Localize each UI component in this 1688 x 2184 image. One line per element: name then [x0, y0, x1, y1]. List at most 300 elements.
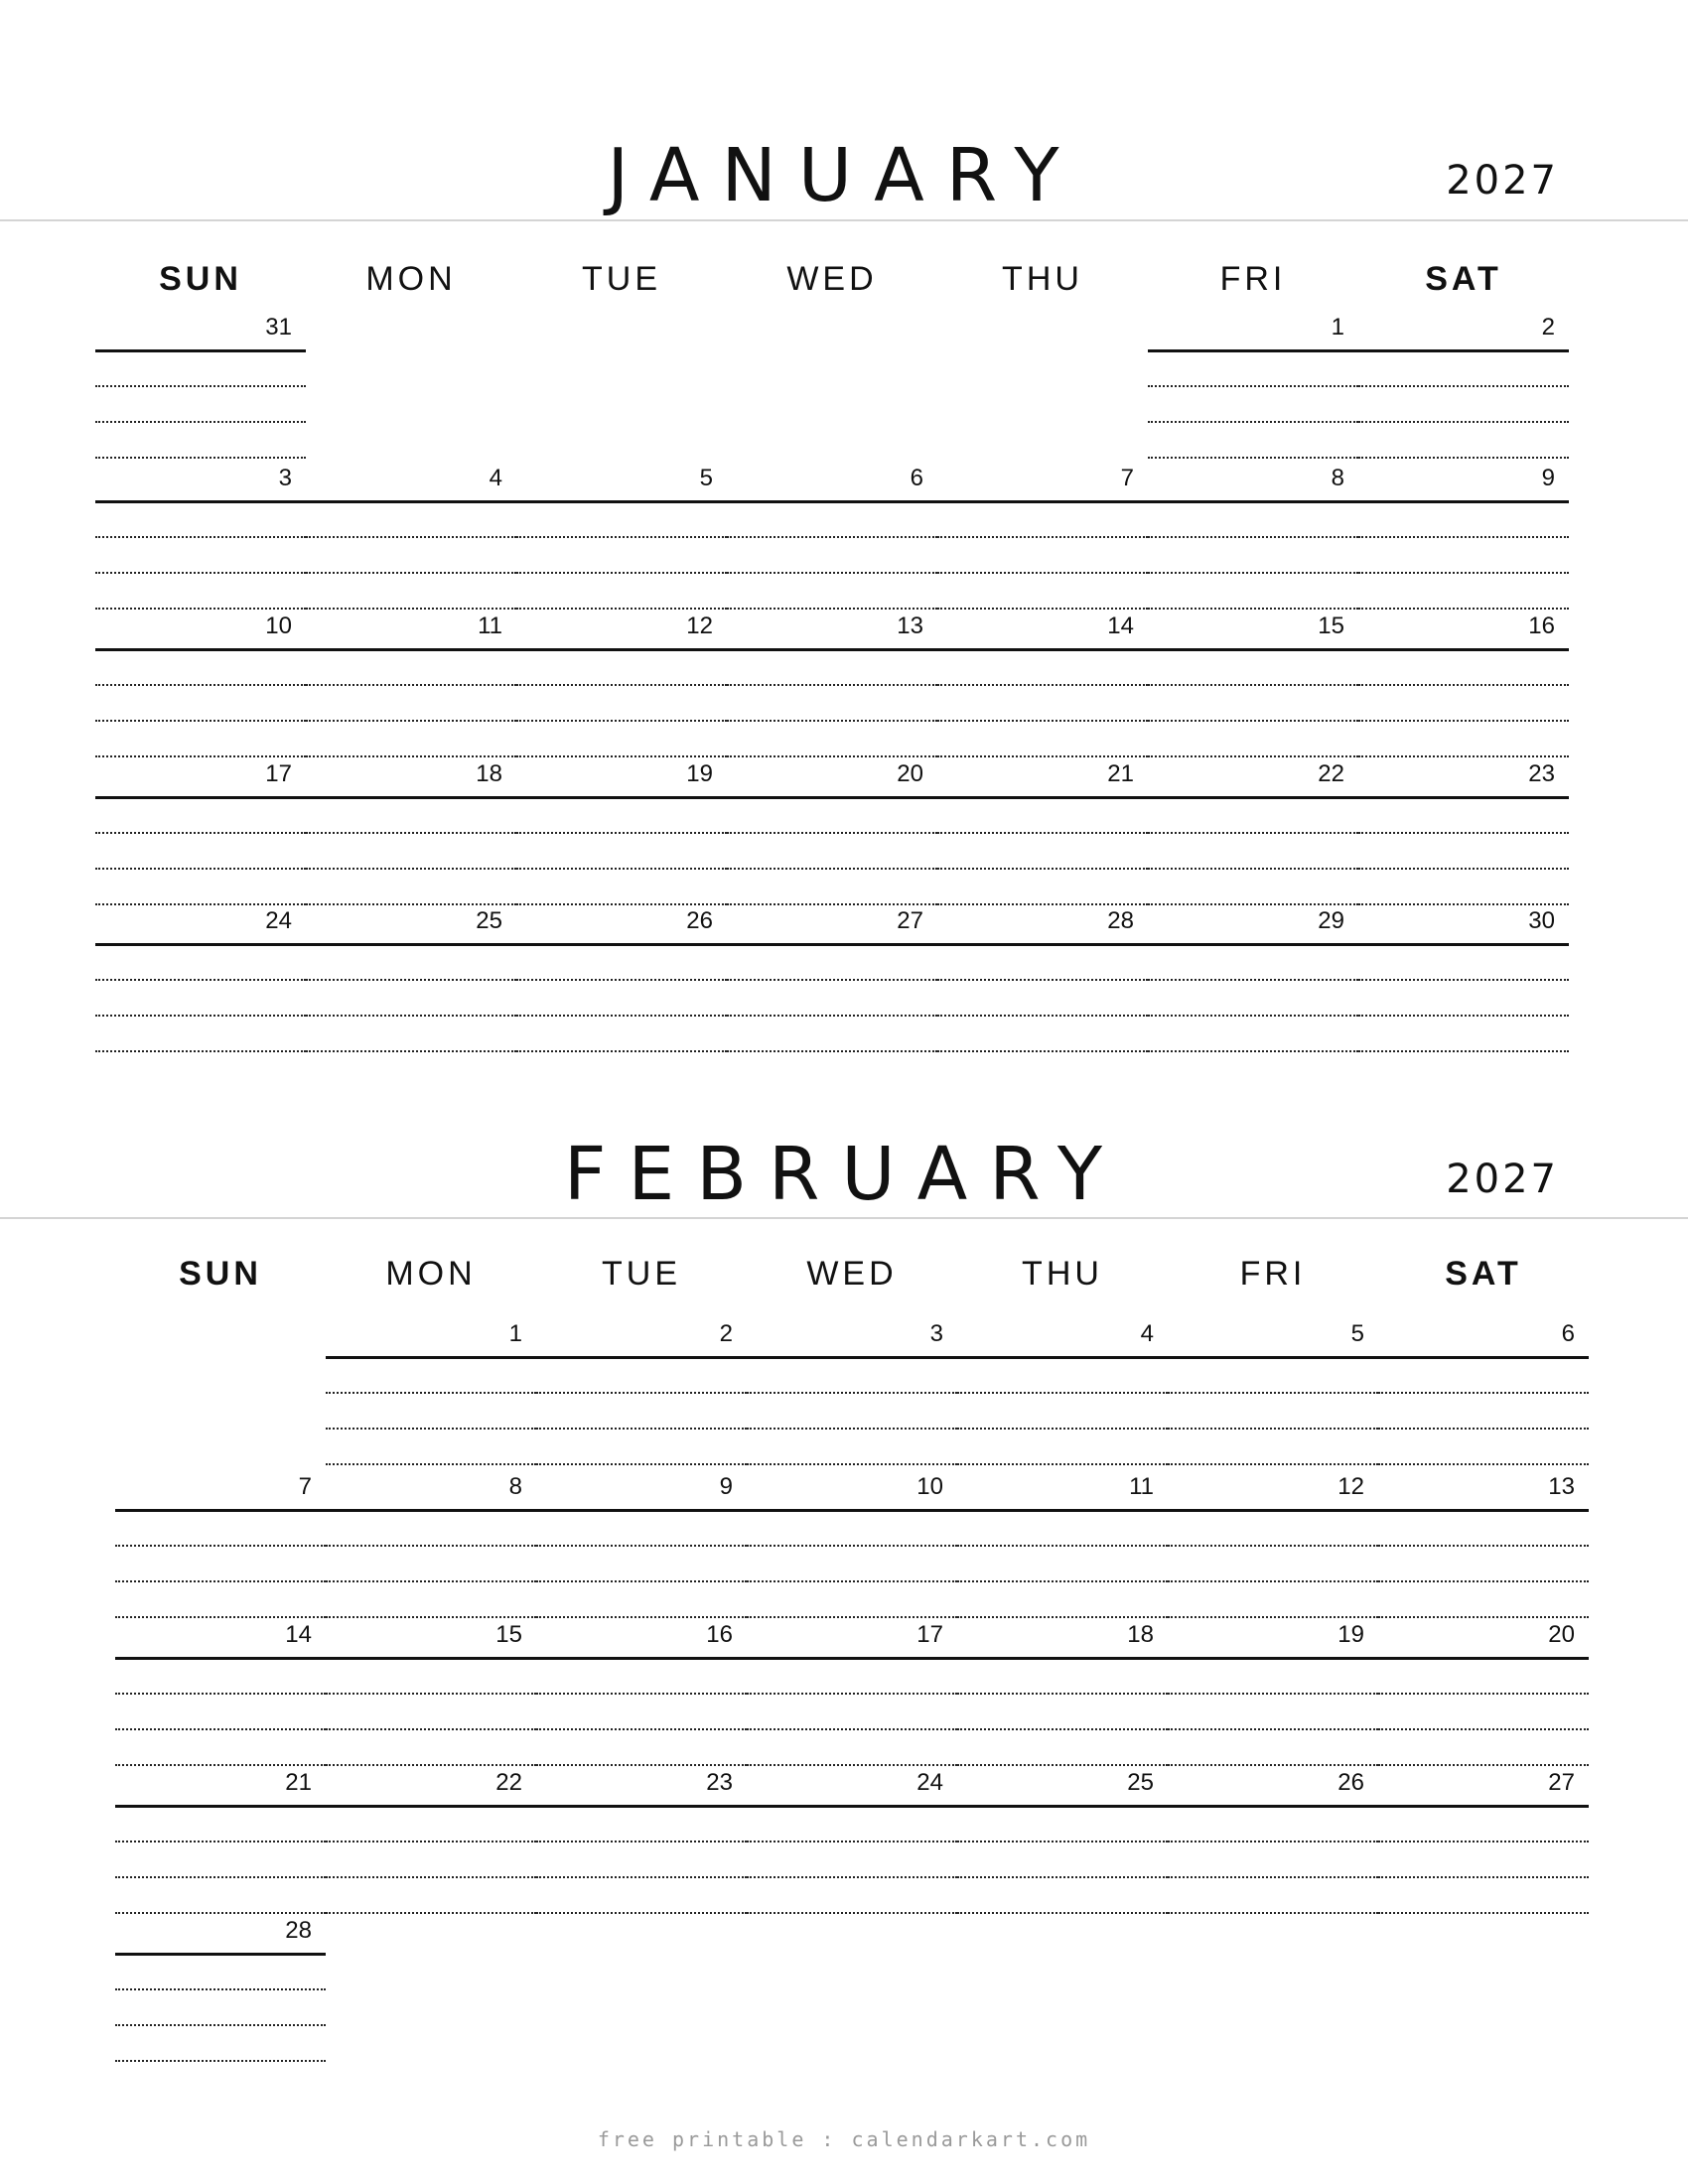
note-line[interactable] — [306, 868, 516, 870]
weekday-tue: TUE — [602, 1255, 681, 1293]
note-line[interactable] — [115, 1764, 326, 1766]
day-cell[interactable] — [1378, 1769, 1589, 1920]
day-cell[interactable] — [326, 1769, 536, 1920]
note-line[interactable] — [536, 1693, 747, 1695]
note-line[interactable] — [1378, 1580, 1589, 1582]
day-divider-line — [1358, 500, 1569, 503]
day-number: 1 — [508, 1320, 522, 1347]
note-line[interactable] — [1148, 385, 1358, 387]
day-divider-line — [1168, 1805, 1378, 1808]
note-line[interactable] — [95, 720, 306, 722]
note-line[interactable] — [95, 421, 306, 423]
note-line[interactable] — [306, 979, 516, 981]
note-line[interactable] — [1378, 1392, 1589, 1394]
day-number: 8 — [1331, 465, 1344, 491]
day-divider-line — [326, 1805, 536, 1808]
note-line[interactable] — [326, 1728, 536, 1730]
note-line[interactable] — [1358, 608, 1569, 610]
note-line[interactable] — [1168, 1545, 1378, 1547]
day-divider-line — [1358, 648, 1569, 651]
note-line[interactable] — [937, 903, 1148, 905]
note-line[interactable] — [326, 1912, 536, 1914]
day-number: 24 — [265, 907, 292, 934]
day-cell[interactable] — [95, 314, 306, 465]
note-line[interactable] — [1148, 979, 1358, 981]
day-cell[interactable] — [1168, 1769, 1378, 1920]
note-line[interactable] — [1358, 1015, 1569, 1017]
day-cell[interactable] — [326, 1320, 536, 1471]
day-number: 26 — [686, 907, 713, 934]
note-line[interactable] — [95, 684, 306, 686]
note-line[interactable] — [1378, 1876, 1589, 1878]
day-cell[interactable] — [1148, 760, 1358, 911]
day-cell[interactable] — [747, 1621, 957, 1772]
note-line[interactable] — [95, 979, 306, 981]
day-cell[interactable] — [536, 1320, 747, 1471]
note-line[interactable] — [937, 1050, 1148, 1052]
note-line[interactable] — [536, 1545, 747, 1547]
day-cell[interactable] — [326, 1473, 536, 1624]
note-line[interactable] — [937, 720, 1148, 722]
note-line[interactable] — [937, 979, 1148, 981]
day-cell[interactable] — [937, 760, 1148, 911]
day-number: 3 — [929, 1320, 943, 1347]
note-line[interactable] — [326, 1463, 536, 1465]
note-line[interactable] — [326, 1392, 536, 1394]
day-cell[interactable] — [1168, 1621, 1378, 1772]
note-line[interactable] — [95, 385, 306, 387]
day-divider-line — [1168, 1509, 1378, 1512]
note-line[interactable] — [957, 1580, 1168, 1582]
day-cell[interactable] — [115, 1473, 326, 1624]
note-line[interactable] — [747, 1545, 957, 1547]
day-cell[interactable] — [516, 613, 727, 763]
note-line[interactable] — [516, 684, 727, 686]
day-cell[interactable] — [95, 907, 306, 1058]
note-line[interactable] — [1378, 1764, 1589, 1766]
note-line[interactable] — [516, 903, 727, 905]
day-cell[interactable] — [1378, 1473, 1589, 1624]
note-line[interactable] — [727, 1015, 937, 1017]
weekday-wed: WED — [806, 1255, 898, 1293]
note-line[interactable] — [1168, 1616, 1378, 1618]
note-line[interactable] — [747, 1876, 957, 1878]
day-cell[interactable] — [115, 1917, 326, 2068]
day-number: 22 — [1318, 760, 1344, 787]
note-line[interactable] — [306, 1050, 516, 1052]
note-line[interactable] — [516, 832, 727, 834]
day-divider-line — [957, 1356, 1168, 1359]
note-line[interactable] — [1148, 536, 1358, 538]
note-line[interactable] — [536, 1463, 747, 1465]
note-line[interactable] — [1358, 832, 1569, 834]
note-line[interactable] — [536, 1428, 747, 1430]
day-divider-line — [957, 1657, 1168, 1660]
note-line[interactable] — [1358, 720, 1569, 722]
note-line[interactable] — [1378, 1693, 1589, 1695]
note-line[interactable] — [516, 572, 727, 574]
note-line[interactable] — [536, 1764, 747, 1766]
day-cell[interactable] — [536, 1769, 747, 1920]
day-number: 26 — [1337, 1769, 1364, 1796]
note-line[interactable] — [115, 1912, 326, 1914]
day-divider-line — [536, 1805, 747, 1808]
note-line[interactable] — [1148, 457, 1358, 459]
day-cell[interactable] — [95, 760, 306, 911]
day-cell[interactable] — [1358, 314, 1569, 465]
day-divider-line — [326, 1356, 536, 1359]
note-line[interactable] — [1148, 832, 1358, 834]
day-cell[interactable] — [95, 465, 306, 615]
day-divider-line — [516, 500, 727, 503]
note-line[interactable] — [536, 1392, 747, 1394]
note-line[interactable] — [747, 1764, 957, 1766]
note-line[interactable] — [1168, 1463, 1378, 1465]
note-line[interactable] — [95, 868, 306, 870]
note-line[interactable] — [957, 1616, 1168, 1618]
day-number: 6 — [910, 465, 923, 491]
day-number: 20 — [897, 760, 923, 787]
note-line[interactable] — [516, 979, 727, 981]
note-line[interactable] — [516, 536, 727, 538]
day-number: 22 — [495, 1769, 522, 1796]
note-line[interactable] — [1378, 1841, 1589, 1843]
day-cell[interactable] — [1168, 1320, 1378, 1471]
day-cell[interactable] — [516, 907, 727, 1058]
day-cell[interactable] — [937, 613, 1148, 763]
note-line[interactable] — [727, 720, 937, 722]
weekday-wed: WED — [786, 260, 878, 298]
day-number: 14 — [1107, 613, 1134, 639]
note-line[interactable] — [115, 1545, 326, 1547]
day-number: 13 — [1548, 1473, 1575, 1500]
day-cell[interactable] — [1148, 613, 1358, 763]
day-number: 24 — [916, 1769, 943, 1796]
note-line[interactable] — [516, 1050, 727, 1052]
note-line[interactable] — [1148, 1015, 1358, 1017]
note-line[interactable] — [957, 1463, 1168, 1465]
day-cell[interactable] — [1148, 465, 1358, 615]
day-cell[interactable] — [115, 1769, 326, 1920]
day-number: 7 — [298, 1473, 312, 1500]
note-line[interactable] — [1358, 868, 1569, 870]
day-number: 27 — [1548, 1769, 1575, 1796]
note-line[interactable] — [306, 572, 516, 574]
note-line[interactable] — [95, 1015, 306, 1017]
note-line[interactable] — [536, 1728, 747, 1730]
note-line[interactable] — [1148, 684, 1358, 686]
note-line[interactable] — [115, 1580, 326, 1582]
note-line[interactable] — [115, 2060, 326, 2062]
note-line[interactable] — [95, 457, 306, 459]
note-line[interactable] — [747, 1693, 957, 1695]
note-line[interactable] — [536, 1841, 747, 1843]
day-divider-line — [95, 349, 306, 352]
day-divider-line — [747, 1805, 957, 1808]
note-line[interactable] — [957, 1764, 1168, 1766]
note-line[interactable] — [1148, 421, 1358, 423]
day-divider-line — [536, 1657, 747, 1660]
day-cell[interactable] — [1358, 613, 1569, 763]
note-line[interactable] — [957, 1428, 1168, 1430]
day-cell[interactable] — [115, 1621, 326, 1772]
note-line[interactable] — [957, 1693, 1168, 1695]
note-line[interactable] — [326, 1545, 536, 1547]
note-line[interactable] — [1378, 1428, 1589, 1430]
note-line[interactable] — [536, 1616, 747, 1618]
note-line[interactable] — [1358, 457, 1569, 459]
day-divider-line — [516, 796, 727, 799]
note-line[interactable] — [1378, 1728, 1589, 1730]
note-line[interactable] — [1358, 979, 1569, 981]
note-line[interactable] — [115, 1841, 326, 1843]
note-line[interactable] — [1358, 421, 1569, 423]
note-line[interactable] — [957, 1545, 1168, 1547]
day-cell[interactable] — [326, 1621, 536, 1772]
note-line[interactable] — [727, 536, 937, 538]
note-line[interactable] — [1358, 1050, 1569, 1052]
day-divider-line — [326, 1509, 536, 1512]
note-line[interactable] — [516, 608, 727, 610]
note-line[interactable] — [727, 572, 937, 574]
note-line[interactable] — [1378, 1545, 1589, 1547]
note-line[interactable] — [727, 832, 937, 834]
day-number: 7 — [1120, 465, 1134, 491]
day-cell[interactable] — [1358, 907, 1569, 1058]
note-line[interactable] — [937, 572, 1148, 574]
note-line[interactable] — [937, 608, 1148, 610]
day-cell[interactable] — [747, 1320, 957, 1471]
day-cell[interactable] — [306, 465, 516, 615]
day-cell[interactable] — [747, 1473, 957, 1624]
day-cell[interactable] — [95, 613, 306, 763]
day-cell[interactable] — [727, 613, 937, 763]
day-cell[interactable] — [937, 465, 1148, 615]
day-number: 8 — [508, 1473, 522, 1500]
note-line[interactable] — [1358, 536, 1569, 538]
note-line[interactable] — [1168, 1876, 1378, 1878]
note-line[interactable] — [95, 832, 306, 834]
note-line[interactable] — [1358, 903, 1569, 905]
note-line[interactable] — [1358, 572, 1569, 574]
day-cell[interactable] — [306, 760, 516, 911]
note-line[interactable] — [957, 1728, 1168, 1730]
note-line[interactable] — [536, 1580, 747, 1582]
weekday-tue: TUE — [582, 260, 661, 298]
day-divider-line — [115, 1509, 326, 1512]
day-divider-line — [937, 500, 1148, 503]
note-line[interactable] — [957, 1392, 1168, 1394]
note-line[interactable] — [747, 1392, 957, 1394]
note-line[interactable] — [1168, 1693, 1378, 1695]
note-line[interactable] — [1378, 1616, 1589, 1618]
day-number: 13 — [897, 613, 923, 639]
note-line[interactable] — [95, 608, 306, 610]
day-divider-line — [937, 943, 1148, 946]
note-line[interactable] — [326, 1693, 536, 1695]
day-divider-line — [1148, 796, 1358, 799]
note-line[interactable] — [536, 1912, 747, 1914]
note-line[interactable] — [326, 1841, 536, 1843]
note-line[interactable] — [1358, 755, 1569, 757]
note-line[interactable] — [306, 903, 516, 905]
note-line[interactable] — [115, 2024, 326, 2026]
note-line[interactable] — [516, 1015, 727, 1017]
note-line[interactable] — [747, 1580, 957, 1582]
day-cell[interactable] — [1148, 314, 1358, 465]
note-line[interactable] — [727, 684, 937, 686]
day-cell[interactable] — [1358, 760, 1569, 911]
note-line[interactable] — [747, 1841, 957, 1843]
note-line[interactable] — [326, 1616, 536, 1618]
note-line[interactable] — [516, 868, 727, 870]
day-number: 28 — [1107, 907, 1134, 934]
note-line[interactable] — [115, 1728, 326, 1730]
note-line[interactable] — [937, 536, 1148, 538]
note-line[interactable] — [326, 1876, 536, 1878]
note-line[interactable] — [1148, 572, 1358, 574]
day-cell[interactable] — [1148, 907, 1358, 1058]
note-line[interactable] — [1358, 385, 1569, 387]
day-number: 17 — [916, 1621, 943, 1648]
day-cell[interactable] — [747, 1769, 957, 1920]
day-divider-line — [937, 648, 1148, 651]
day-cell[interactable] — [957, 1320, 1168, 1471]
note-line[interactable] — [306, 684, 516, 686]
day-cell[interactable] — [727, 465, 937, 615]
note-line[interactable] — [95, 536, 306, 538]
note-line[interactable] — [1148, 868, 1358, 870]
note-line[interactable] — [1148, 1050, 1358, 1052]
note-line[interactable] — [1378, 1463, 1589, 1465]
note-line[interactable] — [1168, 1580, 1378, 1582]
day-divider-line — [95, 796, 306, 799]
note-line[interactable] — [95, 755, 306, 757]
day-cell[interactable] — [957, 1621, 1168, 1772]
day-number: 4 — [1140, 1320, 1154, 1347]
note-line[interactable] — [957, 1876, 1168, 1878]
note-line[interactable] — [1378, 1912, 1589, 1914]
note-line[interactable] — [115, 1988, 326, 1990]
note-line[interactable] — [727, 979, 937, 981]
note-line[interactable] — [536, 1876, 747, 1878]
note-line[interactable] — [727, 868, 937, 870]
note-line[interactable] — [306, 832, 516, 834]
day-cell[interactable] — [536, 1473, 747, 1624]
note-line[interactable] — [1168, 1392, 1378, 1394]
note-line[interactable] — [1148, 720, 1358, 722]
note-line[interactable] — [747, 1912, 957, 1914]
day-divider-line — [747, 1657, 957, 1660]
note-line[interactable] — [115, 1876, 326, 1878]
note-line[interactable] — [727, 755, 937, 757]
note-line[interactable] — [1168, 1912, 1378, 1914]
note-line[interactable] — [957, 1841, 1168, 1843]
day-cell[interactable] — [1358, 465, 1569, 615]
day-number: 5 — [699, 465, 713, 491]
note-line[interactable] — [306, 720, 516, 722]
day-cell[interactable] — [957, 1473, 1168, 1624]
weekday-mon: MON — [385, 1255, 477, 1293]
note-line[interactable] — [115, 1693, 326, 1695]
note-line[interactable] — [727, 1050, 937, 1052]
note-line[interactable] — [1148, 903, 1358, 905]
note-line[interactable] — [516, 755, 727, 757]
day-divider-line — [95, 943, 306, 946]
note-line[interactable] — [747, 1463, 957, 1465]
day-cell[interactable] — [1378, 1621, 1589, 1772]
note-line[interactable] — [115, 1616, 326, 1618]
day-number: 2 — [719, 1320, 733, 1347]
day-number: 14 — [285, 1621, 312, 1648]
month-title: FEBRUARY — [563, 1132, 1125, 1217]
note-line[interactable] — [326, 1580, 536, 1582]
day-cell[interactable] — [516, 465, 727, 615]
note-line[interactable] — [95, 1050, 306, 1052]
day-divider-line — [727, 648, 937, 651]
day-cell[interactable] — [1168, 1473, 1378, 1624]
note-line[interactable] — [747, 1616, 957, 1618]
day-cell[interactable] — [306, 613, 516, 763]
day-number: 9 — [1541, 465, 1555, 491]
weekday-sun: SUN — [179, 1255, 262, 1293]
day-cell[interactable] — [957, 1769, 1168, 1920]
day-cell[interactable] — [727, 760, 937, 911]
note-line[interactable] — [326, 1764, 536, 1766]
note-line[interactable] — [306, 755, 516, 757]
note-line[interactable] — [747, 1728, 957, 1730]
note-line[interactable] — [306, 536, 516, 538]
note-line[interactable] — [1148, 608, 1358, 610]
note-line[interactable] — [937, 1015, 1148, 1017]
note-line[interactable] — [1168, 1764, 1378, 1766]
day-cell[interactable] — [536, 1621, 747, 1772]
day-number: 19 — [1337, 1621, 1364, 1648]
note-line[interactable] — [937, 755, 1148, 757]
note-line[interactable] — [957, 1912, 1168, 1914]
note-line[interactable] — [306, 608, 516, 610]
day-number: 3 — [278, 465, 292, 491]
day-divider-line — [326, 1657, 536, 1660]
day-divider-line — [536, 1509, 747, 1512]
day-cell[interactable] — [1378, 1320, 1589, 1471]
note-line[interactable] — [747, 1428, 957, 1430]
note-line[interactable] — [1168, 1728, 1378, 1730]
day-cell[interactable] — [516, 760, 727, 911]
day-cell[interactable] — [306, 907, 516, 1058]
note-line[interactable] — [937, 868, 1148, 870]
weekday-fri: FRI — [1219, 260, 1287, 298]
note-line[interactable] — [516, 720, 727, 722]
note-line[interactable] — [1168, 1841, 1378, 1843]
note-line[interactable] — [937, 684, 1148, 686]
note-line[interactable] — [937, 832, 1148, 834]
day-divider-line — [957, 1509, 1168, 1512]
note-line[interactable] — [95, 572, 306, 574]
note-line[interactable] — [727, 608, 937, 610]
note-line[interactable] — [95, 903, 306, 905]
day-cell[interactable] — [937, 907, 1148, 1058]
day-cell[interactable] — [727, 907, 937, 1058]
day-number: 18 — [1127, 1621, 1154, 1648]
day-number: 15 — [1318, 613, 1344, 639]
note-line[interactable] — [1148, 755, 1358, 757]
note-line[interactable] — [1168, 1428, 1378, 1430]
note-line[interactable] — [727, 903, 937, 905]
note-line[interactable] — [1358, 684, 1569, 686]
note-line[interactable] — [306, 1015, 516, 1017]
note-line[interactable] — [326, 1428, 536, 1430]
